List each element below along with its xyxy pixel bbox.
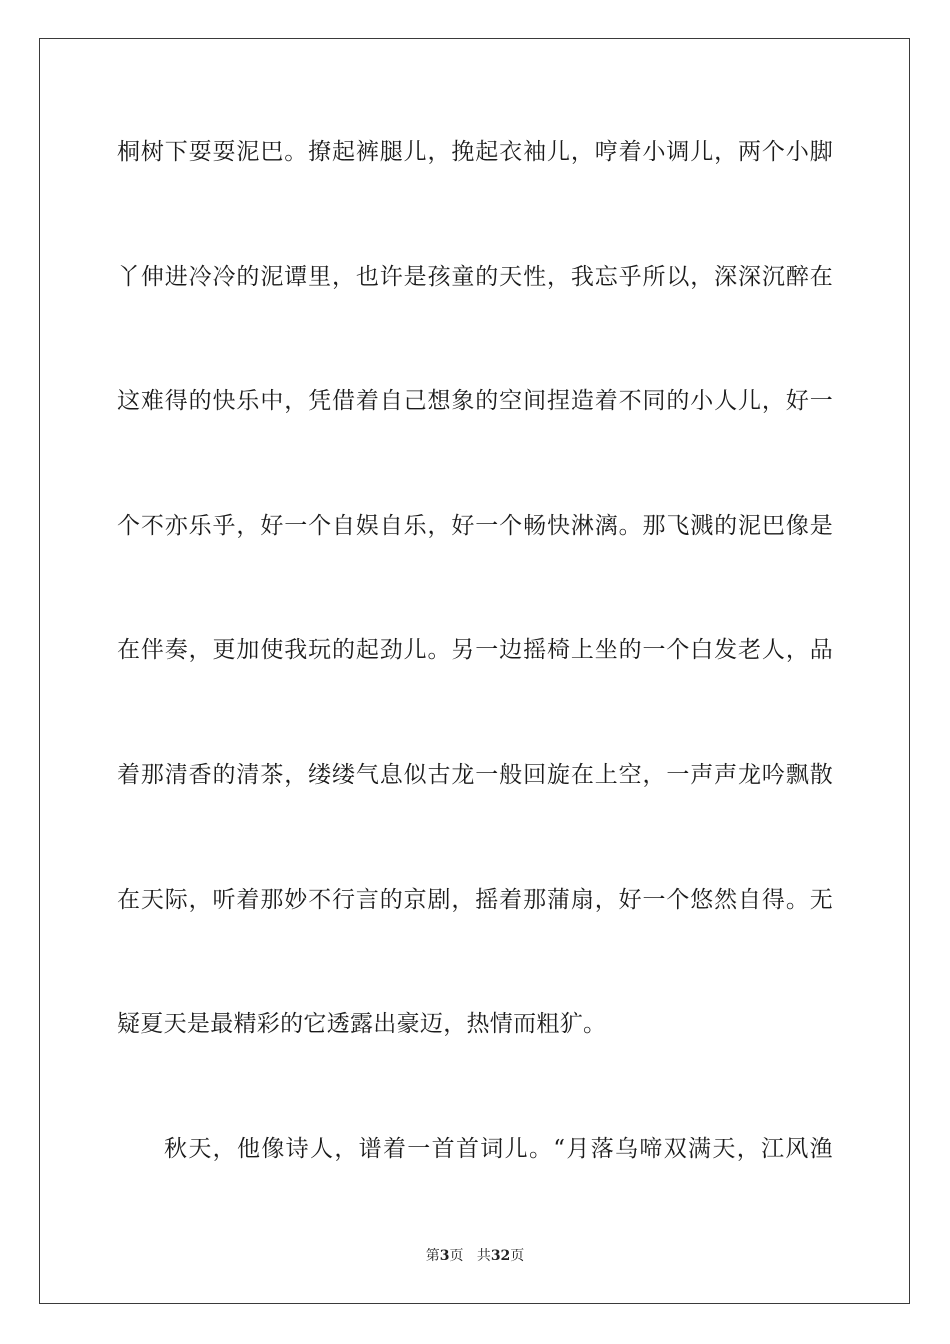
page-current-number: 3 bbox=[439, 1248, 450, 1264]
total-unit: 页 bbox=[510, 1248, 525, 1264]
total-label: 共 bbox=[476, 1248, 491, 1264]
body-text-line: 个不亦乐乎，好一个自娱自乐，好一个畅快淋漓。那飞溅的泥巴像是 bbox=[117, 513, 833, 539]
body-text-line: 在伴奏，更加使我玩的起劲儿。另一边摇椅上坐的一个白发老人，品 bbox=[117, 637, 833, 663]
body-text-line: 丫伸进冷冷的泥谭里，也许是孩童的天性，我忘乎所以，深深沉醉在 bbox=[117, 264, 833, 290]
page-footer bbox=[0, 1246, 950, 1266]
paragraph-start-line: 秋天，他像诗人，谱着一首首词儿。“月落乌啼双满天，江风渔 bbox=[164, 1136, 833, 1162]
page-unit: 页 bbox=[449, 1248, 464, 1264]
body-text-line: 疑夏天是最精彩的它透露出豪迈，热情而粗犷。 bbox=[117, 1011, 607, 1037]
body-text-line: 着那清香的清茶，缕缕气息似古龙一般回旋在上空，一声声龙吟飘散 bbox=[117, 762, 833, 788]
page-border bbox=[39, 38, 910, 1304]
body-text-line: 在天际，听着那妙不行言的京剧，摇着那蒲扇，好一个悠然自得。无 bbox=[117, 887, 833, 913]
body-text-line: 桐树下耍耍泥巴。撩起裤腿儿，挽起衣袖儿，哼着小调儿，两个小脚 bbox=[117, 139, 833, 165]
body-text-line: 这难得的快乐中，凭借着自己想象的空间捏造着不同的小人儿，好一 bbox=[117, 388, 833, 414]
page-total-number: 32 bbox=[490, 1248, 511, 1264]
page-label: 第 bbox=[425, 1248, 440, 1264]
